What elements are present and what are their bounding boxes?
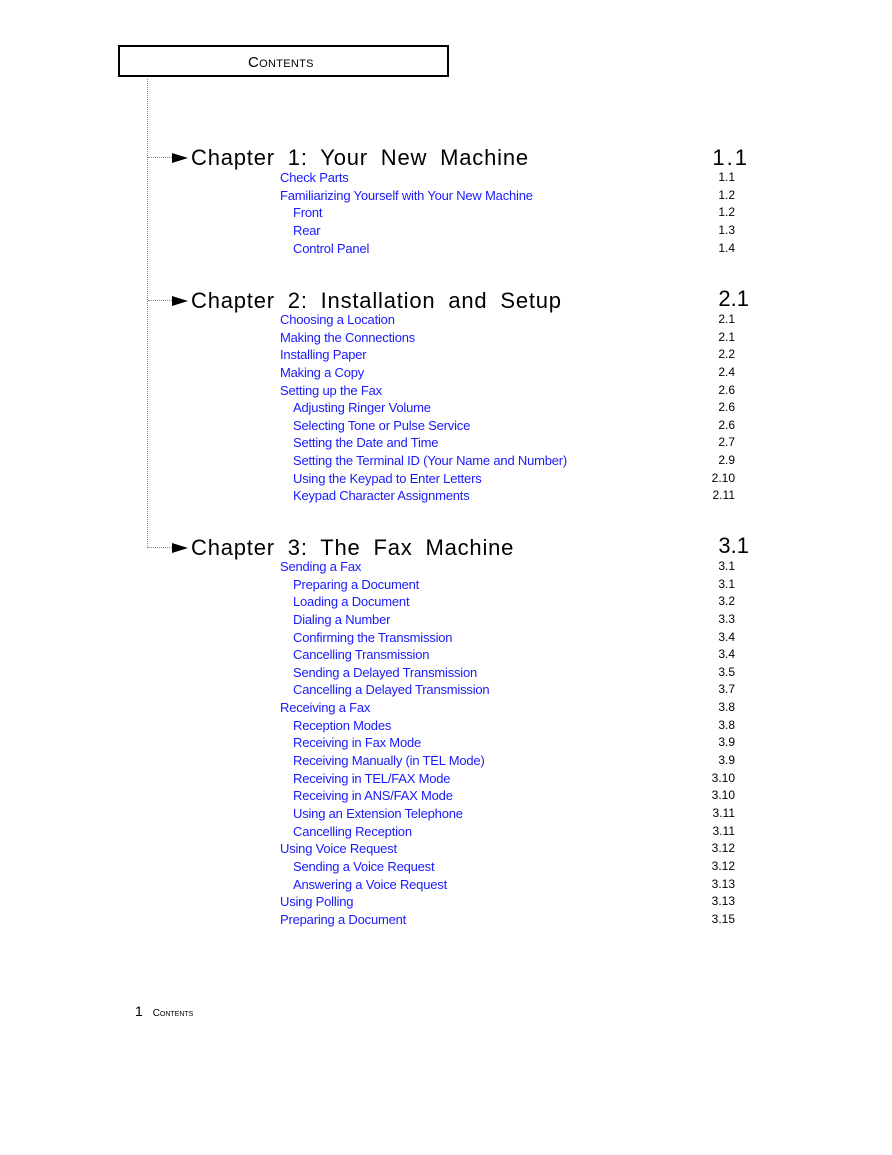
- toc-entry-page-number: 3.4: [718, 647, 735, 662]
- toc-entry-label[interactable]: Dialing a Number: [293, 611, 391, 627]
- toc-entry-page-number: 1.2: [718, 205, 735, 220]
- toc-entry-page-number: 3.10: [711, 770, 735, 785]
- chapter-title[interactable]: Chapter 2: Installation and Setup: [191, 288, 562, 313]
- toc-entry[interactable]: [0, 188, 892, 206]
- chapter-page-number: 2.1: [718, 286, 749, 311]
- toc-entry[interactable]: [0, 365, 892, 383]
- toc-entry-page-number: 1.3: [718, 222, 735, 237]
- toc-entry-label[interactable]: Setting up the Fax: [280, 382, 382, 398]
- toc-entry[interactable]: [0, 453, 892, 471]
- toc-entry[interactable]: [0, 824, 892, 842]
- toc-entry-label[interactable]: Installing Paper: [280, 347, 367, 363]
- toc-entry-page-number: 3.11: [712, 805, 735, 820]
- toc-entry-page-number: 2.1: [718, 329, 735, 344]
- toc-entry-label[interactable]: Making the Connections: [280, 329, 416, 345]
- toc-entry-label[interactable]: Using the Keypad to Enter Letters: [293, 470, 482, 486]
- toc-entry-label[interactable]: Preparing a Document: [293, 576, 420, 592]
- toc-entry-label[interactable]: Loading a Document: [293, 594, 410, 610]
- toc-entry-page-number: 3.9: [718, 735, 735, 750]
- arrow-icon: [172, 543, 188, 553]
- footer-label: Contents: [152, 1008, 194, 1019]
- toc-entry[interactable]: [0, 612, 892, 630]
- toc-entry-label[interactable]: Confirming the Transmission: [293, 629, 453, 645]
- toc-entry-label[interactable]: Using an Extension Telephone: [293, 805, 463, 821]
- toc-entry-label[interactable]: Answering a Voice Request: [293, 876, 447, 892]
- chapter-title[interactable]: Chapter 1: Your New Machine: [191, 145, 529, 170]
- chapter-page-number: 1.1: [712, 145, 749, 170]
- toc-entry-page-number: 3.7: [718, 682, 735, 697]
- toc-entry-page-number: 3.15: [711, 911, 735, 926]
- toc-entry-page-number: 3.10: [711, 788, 735, 803]
- toc-entry[interactable]: [0, 241, 892, 259]
- toc-entry-page-number: 3.1: [718, 559, 735, 573]
- chapter-2-entries: [0, 312, 892, 506]
- toc-entry[interactable]: [0, 400, 892, 418]
- toc-entry[interactable]: [0, 788, 892, 806]
- tree-branch: [148, 157, 174, 158]
- toc-entry[interactable]: [0, 418, 892, 436]
- toc-entry-label[interactable]: Control Panel: [293, 240, 370, 256]
- toc-entry[interactable]: [0, 877, 892, 895]
- toc-entry[interactable]: [0, 577, 892, 595]
- toc-entry-page-number: 2.7: [718, 435, 735, 450]
- toc-entry[interactable]: [0, 559, 892, 577]
- toc-entry-page-number: 3.12: [711, 858, 735, 873]
- toc-entry[interactable]: [0, 347, 892, 365]
- toc-entry[interactable]: [0, 205, 892, 223]
- toc-entry-page-number: 3.12: [711, 841, 735, 856]
- toc-entry-label[interactable]: Adjusting Ringer Volume: [293, 400, 431, 416]
- toc-entry-page-number: 3.5: [718, 664, 735, 679]
- toc-entry-label[interactable]: Receiving Manually (in TEL Mode): [293, 753, 485, 769]
- toc-entry-label[interactable]: Rear: [293, 222, 321, 238]
- toc-entry[interactable]: [0, 700, 892, 718]
- toc-entry-label[interactable]: Reception Modes: [293, 717, 392, 733]
- toc-entry-label[interactable]: Check Parts: [280, 170, 349, 185]
- toc-entry[interactable]: [0, 312, 892, 330]
- toc-entry-label[interactable]: Sending a Fax: [280, 559, 362, 574]
- toc-entry[interactable]: [0, 682, 892, 700]
- toc-entry-page-number: 2.9: [718, 453, 735, 468]
- toc-entry-label[interactable]: Using Polling: [280, 894, 354, 910]
- tree-branch: [148, 300, 174, 301]
- toc-entry[interactable]: [0, 170, 892, 188]
- toc-entry-page-number: 3.3: [718, 611, 735, 626]
- arrow-icon: [172, 153, 188, 163]
- toc-entry[interactable]: [0, 665, 892, 683]
- toc-entry[interactable]: [0, 330, 892, 348]
- toc-entry[interactable]: [0, 223, 892, 241]
- toc-entry-page-number: 2.6: [718, 382, 735, 397]
- toc-entry-label[interactable]: Cancelling Reception: [293, 823, 412, 839]
- toc-entry-page-number: 2.6: [718, 400, 735, 415]
- chapter-1-entries: [0, 170, 892, 258]
- toc-entry-page-number: 3.4: [718, 629, 735, 644]
- toc-entry-page-number: 3.8: [718, 700, 735, 715]
- toc-entry-page-number: 3.9: [718, 753, 735, 768]
- toc-entry[interactable]: [0, 435, 892, 453]
- toc-entry[interactable]: [0, 471, 892, 489]
- toc-entry[interactable]: [0, 718, 892, 736]
- toc-entry-page-number: 2.4: [718, 364, 735, 379]
- chapter-title[interactable]: Chapter 3: The Fax Machine: [191, 535, 515, 560]
- toc-entry-label[interactable]: Receiving a Fax: [280, 700, 371, 716]
- toc-entry-page-number: 3.2: [718, 594, 735, 609]
- toc-entry-label[interactable]: Cancelling a Delayed Transmission: [293, 682, 490, 698]
- toc-entry-label[interactable]: Choosing a Location: [280, 312, 395, 327]
- arrow-icon: [172, 296, 188, 306]
- toc-entry[interactable]: [0, 735, 892, 753]
- toc-entry-label[interactable]: Cancelling Transmission: [293, 647, 430, 663]
- toc-entry[interactable]: [0, 383, 892, 401]
- page-footer: [135, 1003, 193, 1019]
- toc-entry[interactable]: [0, 647, 892, 665]
- toc-entry-page-number: 2.2: [718, 347, 735, 362]
- toc-entry-label[interactable]: Preparing a Document: [280, 911, 407, 927]
- toc-entry-page-number: 2.10: [711, 470, 735, 485]
- toc-entry[interactable]: [0, 753, 892, 771]
- toc-entry-page-number: 3.13: [711, 894, 735, 909]
- toc-entry[interactable]: [0, 894, 892, 912]
- toc-entry-page-number: 1.1: [718, 170, 735, 184]
- footer-page-number: 1: [135, 1003, 143, 1019]
- toc-entry-page-number: 3.13: [711, 876, 735, 891]
- toc-entry-page-number: 2.11: [712, 488, 735, 503]
- toc-entry[interactable]: [0, 859, 892, 877]
- toc-entry-label[interactable]: Receiving in ANS/FAX Mode: [293, 788, 453, 804]
- toc-entry-label[interactable]: Sending a Voice Request: [293, 858, 435, 874]
- toc-entry-label[interactable]: Setting the Terminal ID (Your Name and Number): [293, 453, 568, 469]
- toc-entry-label[interactable]: Selecting Tone or Pulse Service: [293, 417, 471, 433]
- toc-entry[interactable]: [0, 841, 892, 859]
- toc-entry[interactable]: [0, 594, 892, 612]
- toc-entry-label[interactable]: Setting the Date and Time: [293, 435, 439, 451]
- toc-entry-label[interactable]: Using Voice Request: [280, 841, 397, 857]
- toc-entry-page-number: 2.6: [718, 417, 735, 432]
- toc-entry[interactable]: [0, 806, 892, 824]
- toc-entry[interactable]: [0, 488, 892, 506]
- toc-entry-page-number: 3.8: [718, 717, 735, 732]
- toc-entry[interactable]: [0, 771, 892, 789]
- toc-entry-page-number: 1.2: [718, 187, 735, 202]
- toc-entry-label[interactable]: Making a Copy: [280, 364, 365, 380]
- toc-entry[interactable]: [0, 912, 892, 930]
- tree-branch: [148, 547, 174, 548]
- toc-entry-label[interactable]: Receiving in Fax Mode: [293, 735, 422, 751]
- toc-entry-label[interactable]: Familiarizing Yourself with Your New Machine: [280, 187, 533, 203]
- toc-entry-label[interactable]: Receiving in TEL/FAX Mode: [293, 770, 451, 786]
- toc-entry-page-number: 2.1: [718, 312, 735, 326]
- toc-entry-label[interactable]: Front: [293, 205, 323, 221]
- chapter-page-number: 3.1: [718, 533, 749, 558]
- toc-entry-page-number: 1.4: [718, 240, 735, 255]
- toc-entry[interactable]: [0, 630, 892, 648]
- toc-entry-page-number: 3.1: [718, 576, 735, 591]
- toc-entry-label[interactable]: Sending a Delayed Transmission: [293, 664, 478, 680]
- toc-entry-label[interactable]: Keypad Character Assignments: [293, 488, 470, 504]
- chapter-3-entries: [0, 559, 892, 929]
- toc-entry-page-number: 3.11: [712, 823, 735, 838]
